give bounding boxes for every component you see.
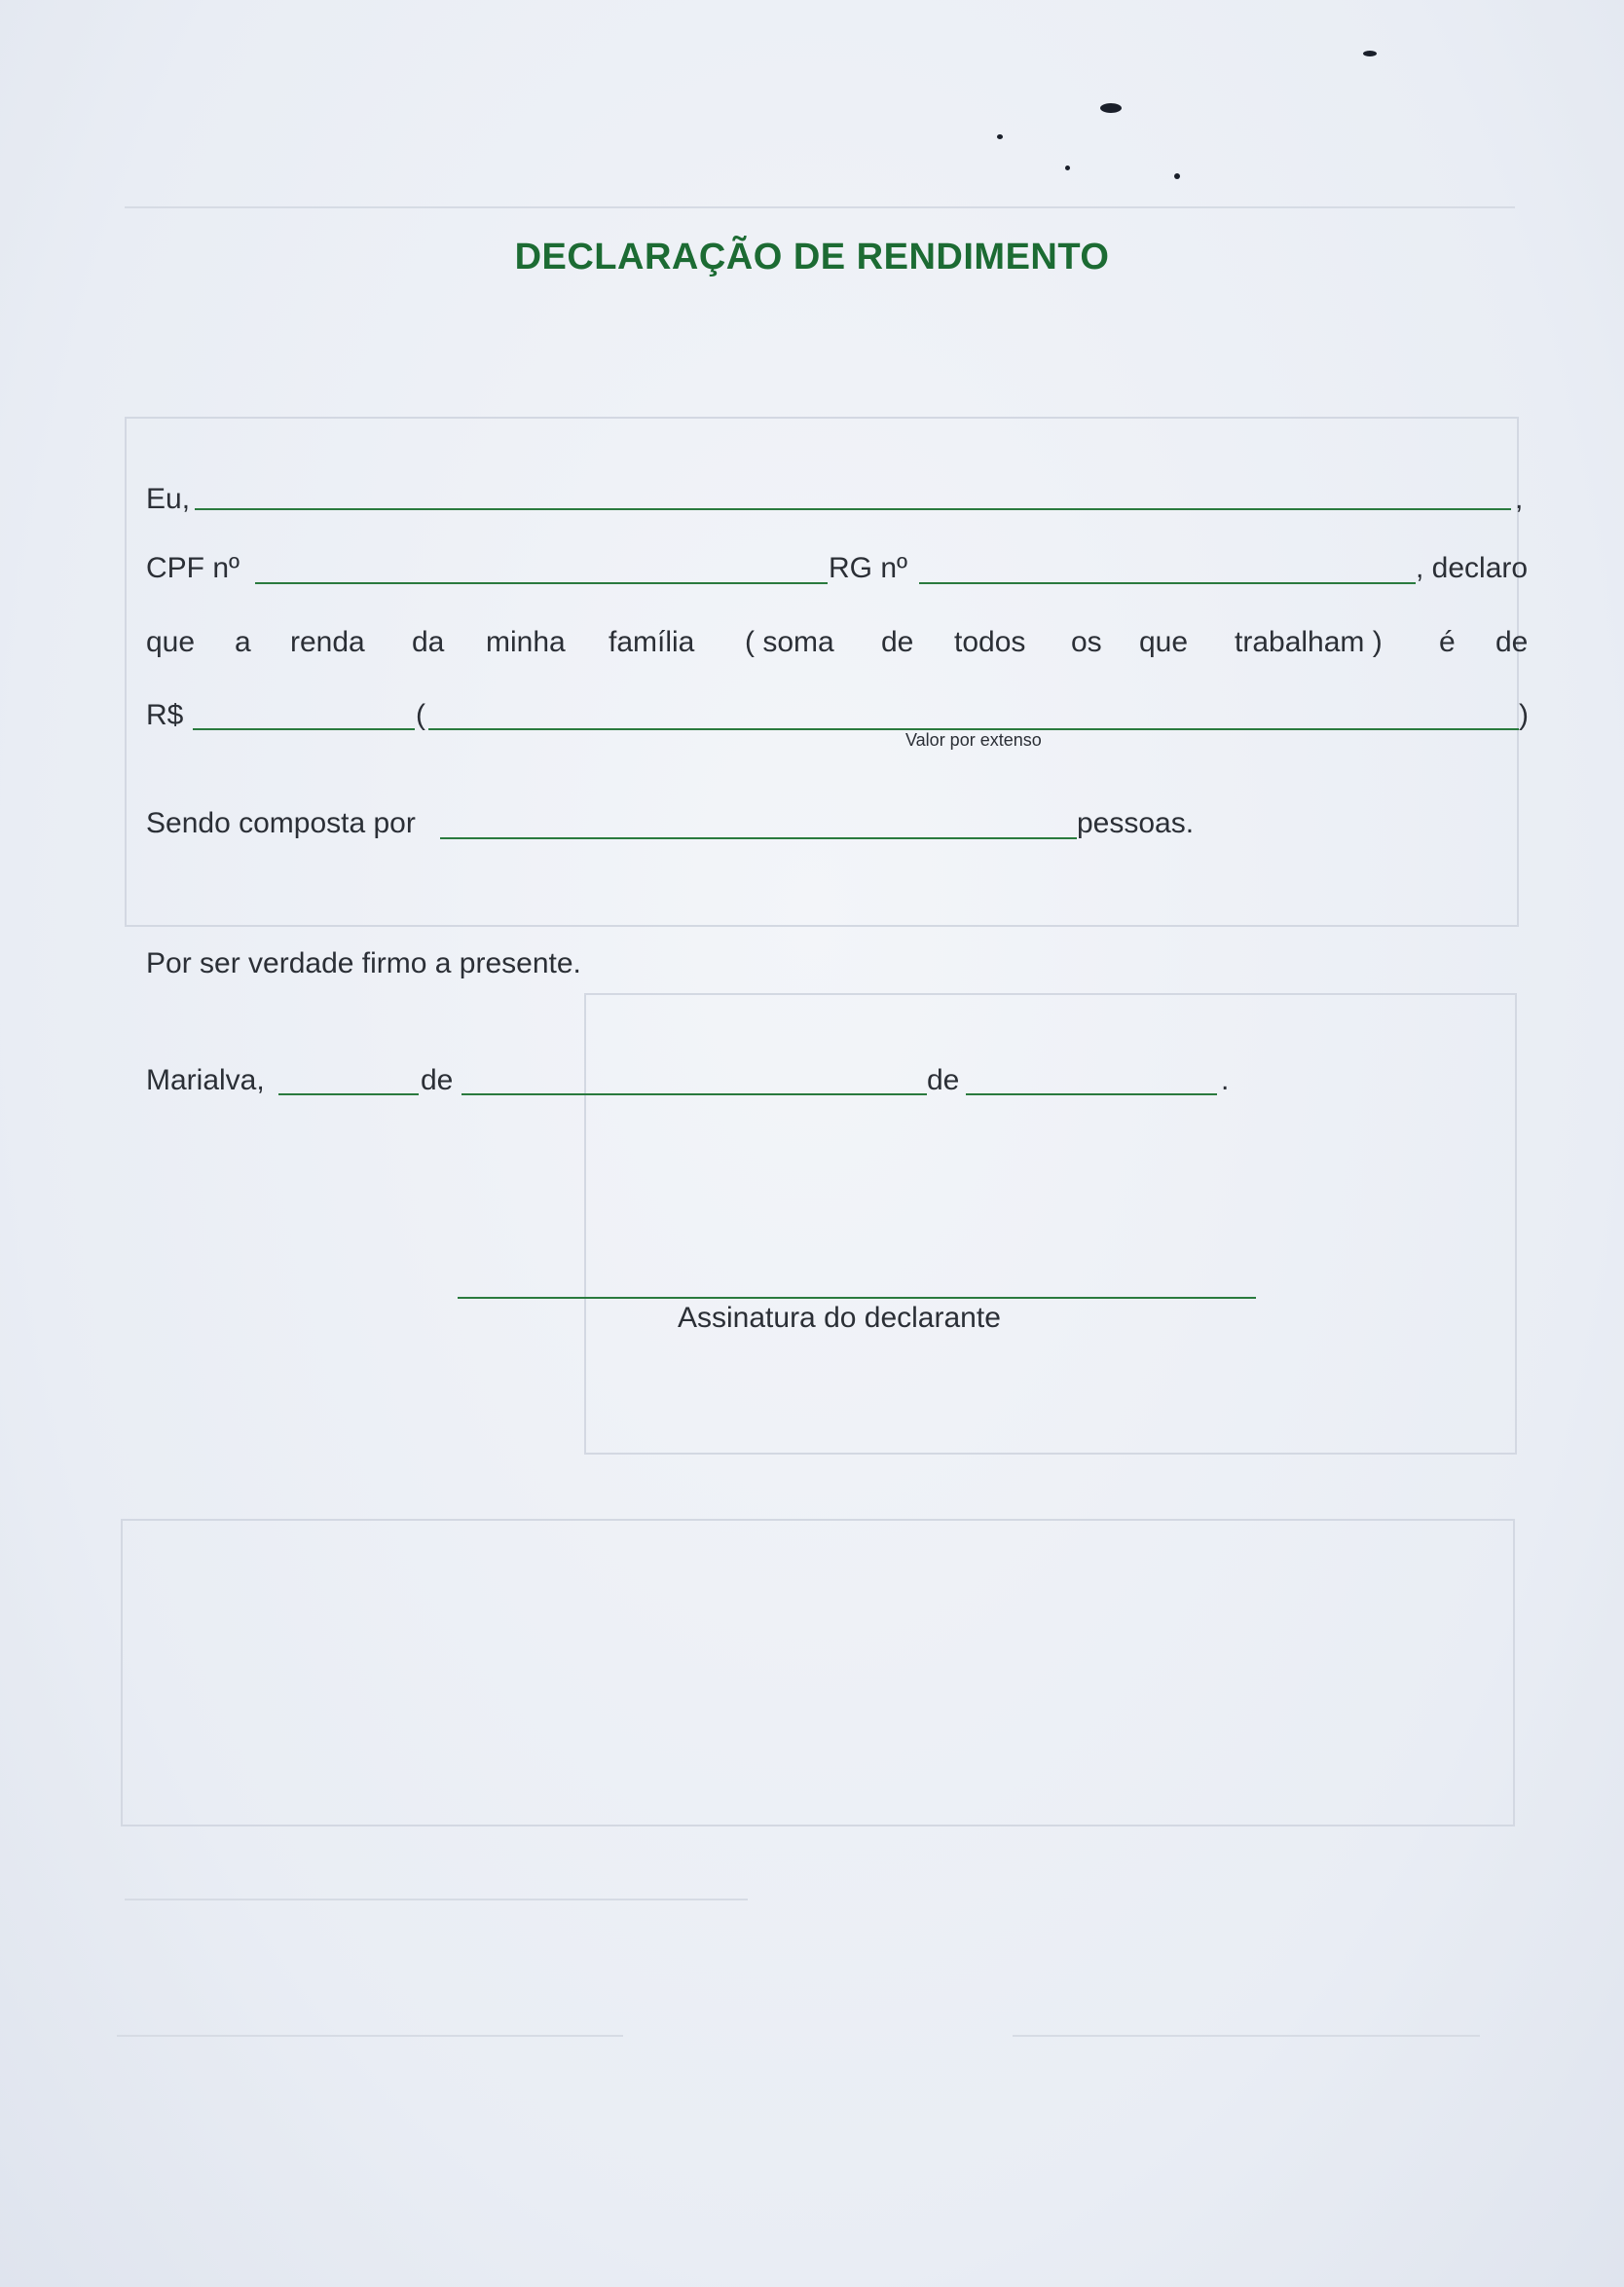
cpf-field-line[interactable] [255,582,828,584]
paren-close: ) [1519,699,1529,731]
cpf-label: CPF nº [146,552,240,584]
date-period: . [1221,1064,1230,1096]
bleed-through-line [1013,2035,1480,2037]
name-prefix: Eu, [146,483,191,515]
bleed-through-table [584,993,1517,1455]
income-word: os [1071,626,1102,658]
rg-field-line[interactable] [919,582,1416,584]
document-title: DECLARAÇÃO DE RENDIMENTO [514,237,1110,277]
ink-speck [1100,103,1122,113]
household-suffix: pessoas. [1077,807,1195,839]
income-word: é [1439,626,1456,658]
income-word: que [1139,626,1189,658]
declaro-text: , declaro [1416,552,1529,584]
day-field-line[interactable] [278,1093,419,1095]
ink-speck [997,134,1003,139]
signature-label: Assinatura do declarante [678,1302,1001,1334]
truth-statement: Por ser verdade firmo a presente. [146,947,581,979]
bleed-through-box [125,417,1519,927]
date-de-2: de [927,1064,960,1096]
bleed-through-line [117,2035,623,2037]
income-word: de [1495,626,1529,658]
amount-words-hint: Valor por extenso [905,730,1042,750]
bleed-through-box [121,1519,1515,1826]
income-word: a [235,626,251,658]
bleed-through-line [125,1899,748,1900]
income-word: ( soma [745,626,834,658]
signature-line[interactable] [458,1297,1256,1299]
income-word: que [146,626,196,658]
month-field-line[interactable] [461,1093,927,1095]
income-word: todos [954,626,1026,658]
ink-speck [1363,51,1377,56]
income-word: minha [486,626,566,658]
name-suffix: , [1515,483,1524,515]
rg-label: RG nº [829,552,907,584]
currency-label: R$ [146,699,184,731]
income-word: renda [290,626,365,658]
household-prefix: Sendo composta por [146,807,416,839]
year-field-line[interactable] [966,1093,1217,1095]
household-count-field-line[interactable] [440,837,1077,839]
amount-field-line[interactable] [193,728,415,730]
date-de-1: de [421,1064,454,1096]
income-word: família [609,626,695,658]
income-word: da [412,626,445,658]
income-word: de [881,626,914,658]
paren-open: ( [416,699,425,731]
ink-speck [1065,166,1070,170]
name-field-line[interactable] [195,508,1511,510]
income-word: trabalham ) [1235,626,1383,658]
bleed-through-line [125,206,1515,208]
ink-speck [1174,173,1180,179]
place-label: Marialva, [146,1064,265,1096]
